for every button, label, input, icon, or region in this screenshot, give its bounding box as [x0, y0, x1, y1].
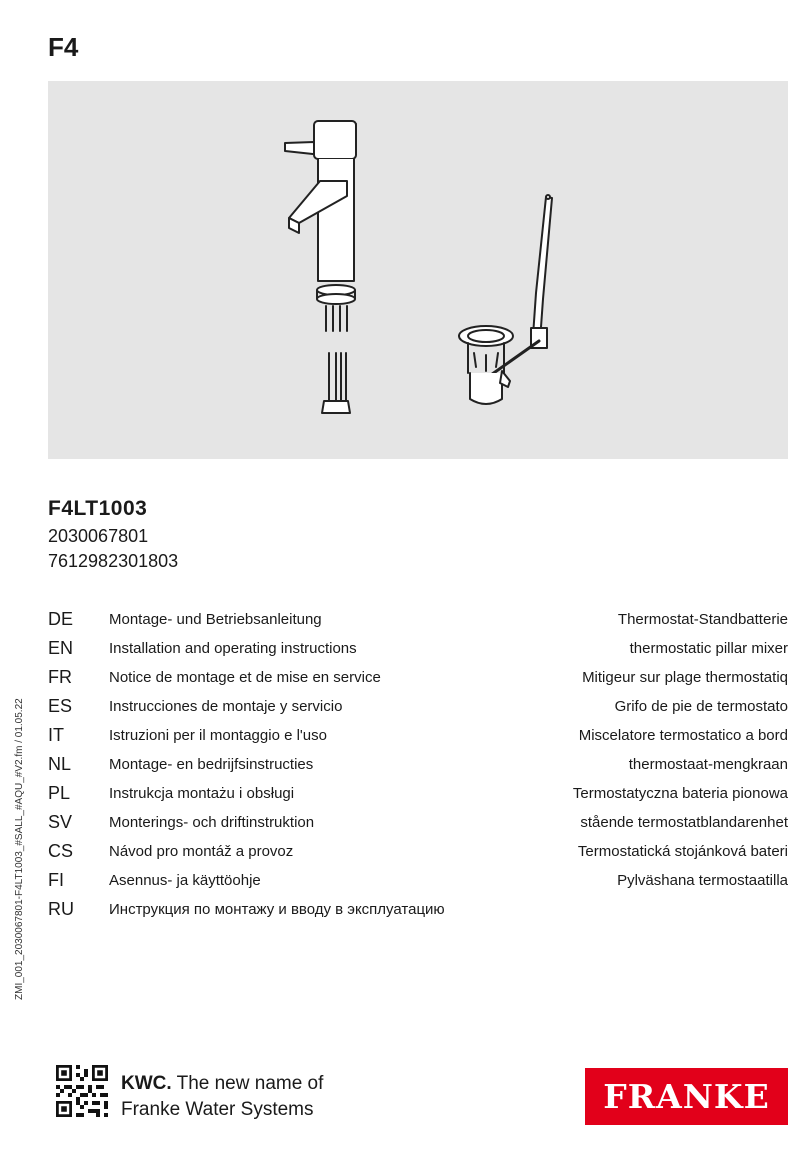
- ean-number: 7612982301803: [48, 551, 179, 571]
- language-code: EN: [48, 638, 74, 658]
- kwc-tagline-line2: Franke Water Systems: [121, 1099, 314, 1120]
- qr-code-icon: [56, 1065, 108, 1117]
- language-list: [48, 609, 788, 928]
- manual-title: Montage- en bedrijfsinstructies: [109, 756, 314, 773]
- language-row-pl: [48, 783, 788, 812]
- product-name: Miscelatore termostatico a bord: [578, 727, 788, 744]
- series-title: F4: [48, 32, 79, 62]
- manual-title: Инструкция по монтажу и вводу в эксплуатацию: [109, 901, 445, 918]
- product-name: thermostaat-mengkraan: [628, 756, 788, 773]
- faucet-illustration: [48, 81, 788, 459]
- language-row-de: [48, 609, 788, 638]
- language-code: IT: [48, 725, 64, 745]
- language-row-es: [48, 696, 788, 725]
- manual-title: Instrukcja montażu i obsługi: [109, 785, 295, 802]
- language-row-nl: [48, 754, 788, 783]
- franke-logo: FRANKE: [585, 1068, 788, 1125]
- language-row-en: [48, 638, 788, 667]
- kwc-tagline-text: The new name of: [176, 1073, 324, 1094]
- product-name: thermostatic pillar mixer: [629, 640, 788, 657]
- language-row-fr: [48, 667, 788, 696]
- article-number: 2030067801: [48, 526, 149, 546]
- product-name: Termostatyczna bateria pionowa: [572, 785, 788, 802]
- language-code: SV: [48, 812, 73, 832]
- product-name: Pylväshana termostaatilla: [617, 872, 788, 889]
- kwc-logo: KWC.: [121, 1073, 172, 1094]
- manual-title: Installation and operating instructions: [109, 640, 357, 657]
- manual-title: Istruzioni per il montaggio e l'uso: [109, 727, 327, 744]
- document-code: ZMI_001_2030067801-F4LT1003_#SALL_#AQU_#V2.fm / 01.05.22: [14, 698, 25, 1000]
- language-code: PL: [48, 783, 71, 803]
- manual-title: Návod pro montáž a provoz: [109, 843, 294, 860]
- language-code: NL: [48, 754, 72, 774]
- language-row-it: [48, 725, 788, 754]
- language-code: DE: [48, 609, 74, 629]
- language-code: FI: [48, 870, 64, 890]
- kwc-tagline: [121, 1073, 323, 1095]
- language-code: RU: [48, 899, 74, 919]
- product-name: Mitigeur sur plage thermostatiq: [582, 669, 788, 686]
- language-code: FR: [48, 667, 72, 687]
- model-number: F4LT1003: [48, 497, 148, 520]
- manual-title: Asennus- ja käyttöohje: [109, 872, 261, 889]
- manual-title: Monterings- och driftinstruktion: [109, 814, 315, 831]
- language-row-fi: [48, 870, 788, 899]
- product-name: Termostatická stojánková bateri: [577, 843, 788, 860]
- language-row-ru: [48, 899, 788, 928]
- product-illustration-panel: [48, 81, 788, 459]
- product-name: Thermostat-Standbatterie: [617, 611, 788, 628]
- language-row-cs: [48, 841, 788, 870]
- language-row-sv: [48, 812, 788, 841]
- manual-title: Montage- und Betriebsanleitung: [109, 611, 322, 628]
- manual-title: Notice de montage et de mise en service: [109, 669, 381, 686]
- language-code: CS: [48, 841, 74, 861]
- language-code: ES: [48, 696, 73, 716]
- product-name: stående termostatblandarenhet: [580, 814, 788, 831]
- product-name: Grifo de pie de termostato: [614, 698, 788, 715]
- manual-title: Instrucciones de montaje y servicio: [109, 698, 343, 715]
